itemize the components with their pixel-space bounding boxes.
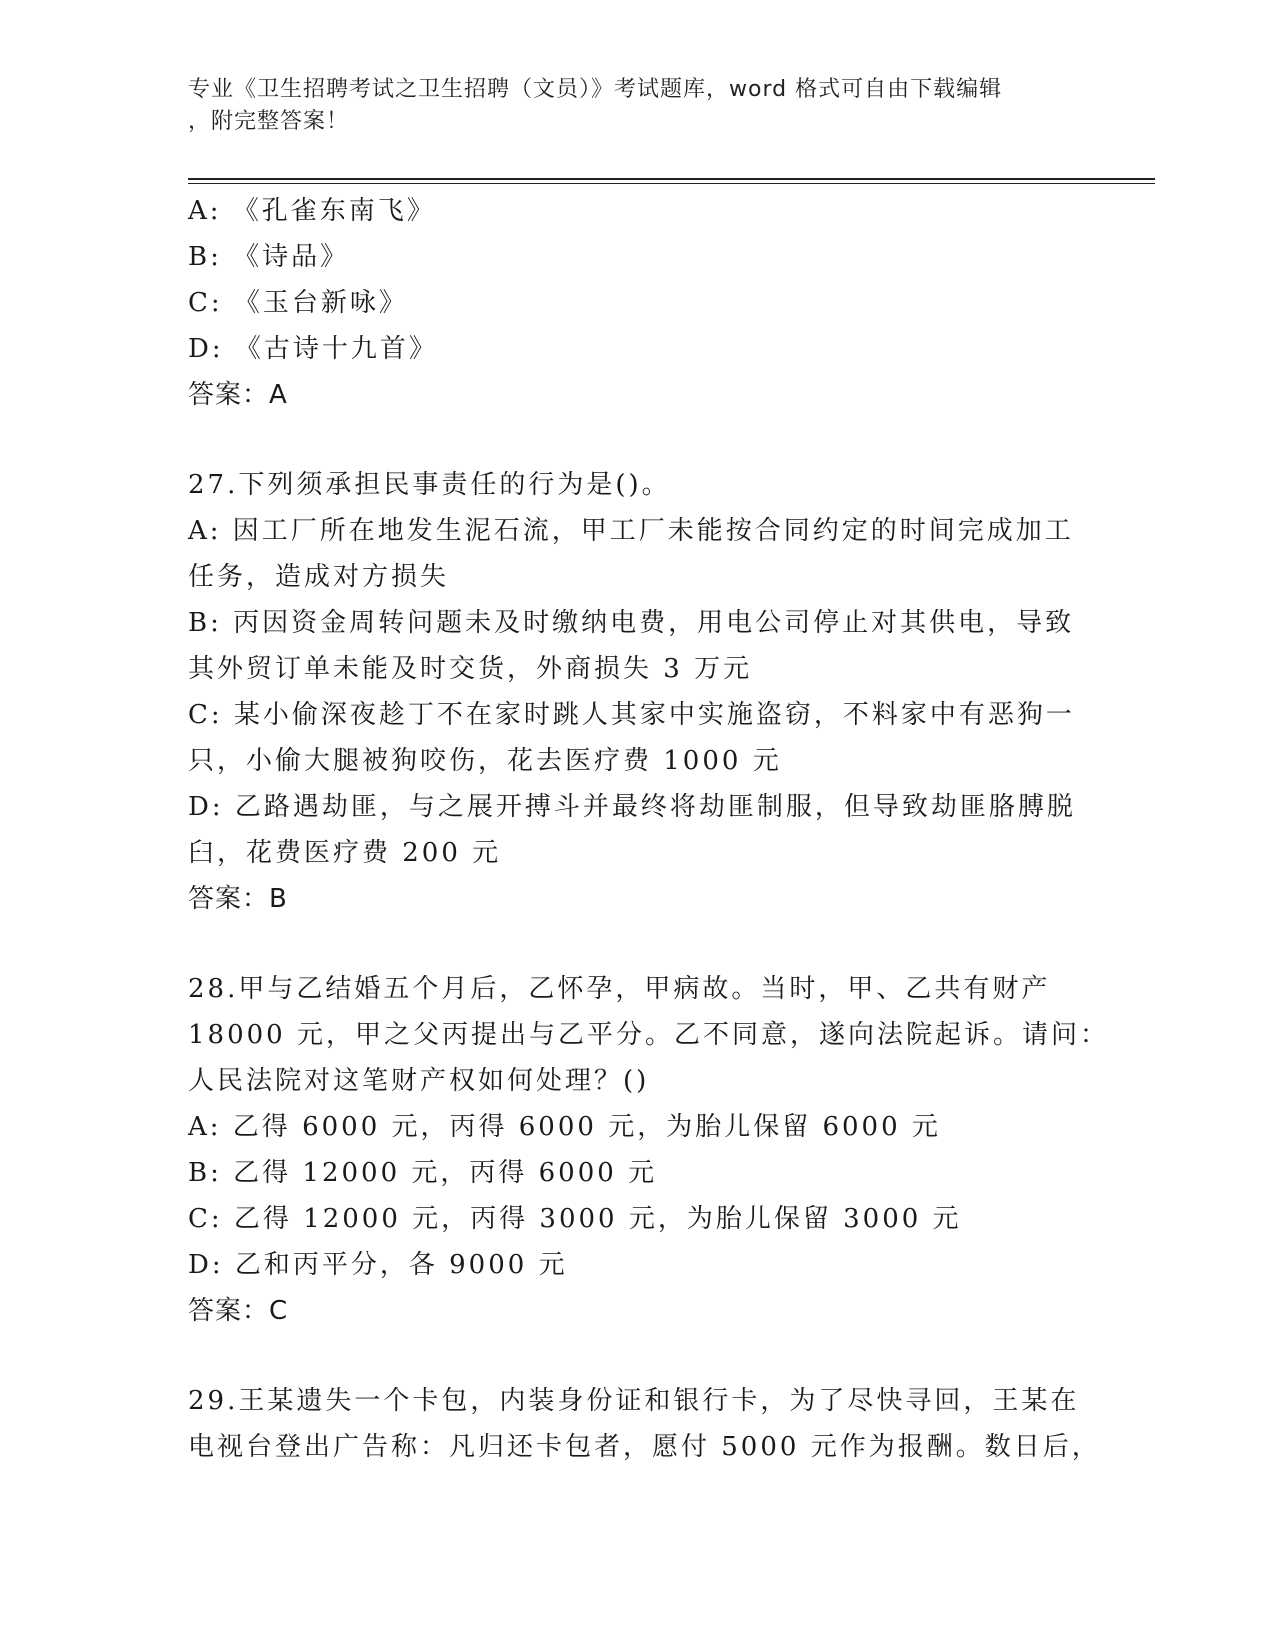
question-line: 28.甲与乙结婚五个月后，乙怀孕，甲病故。当时，甲、乙共有财产	[188, 974, 1051, 1004]
option-line: A: 乙得 6000 元，丙得 6000 元，为胎儿保留 6000 元	[188, 1112, 941, 1142]
option-line: 任务，造成对方损失	[188, 562, 450, 592]
question-line: 29.王某遗失一个卡包，内装身份证和银行卡，为了尽快寻回，王某在	[188, 1386, 1080, 1416]
question-line: 人民法院对这笔财产权如何处理？()	[188, 1066, 650, 1096]
document-body	[188, 188, 1109, 1470]
answer-line: 答案：A	[188, 380, 288, 410]
option-line: A: 《孔雀东南飞》	[188, 196, 436, 226]
option-line: A: 因工厂所在地发生泥石流，甲工厂未能按合同约定的时间完成加工	[188, 516, 1074, 546]
option-line: D: 《古诗十九首》	[188, 334, 438, 364]
header-rule-thick	[188, 178, 1155, 180]
option-line: 其外贸订单未能及时交货，外商损失 3 万元	[188, 654, 753, 684]
question-29	[188, 1378, 1101, 1470]
question-line: 电视台登出广告称：凡归还卡包者，愿付 5000 元作为报酬。数日后，	[188, 1432, 1101, 1462]
option-line: 臼，花费医疗费 200 元	[188, 838, 502, 868]
header-rule-thin	[188, 183, 1155, 184]
header-line-1: 专业《卫生招聘考试之卫生招聘（文员）》考试题库，word 格式可自由下载编辑	[188, 77, 1003, 102]
option-line: C: 《玉台新咏》	[188, 288, 408, 318]
option-line: B: 乙得 12000 元，丙得 6000 元	[188, 1158, 658, 1188]
header-line-2: ，附完整答案！	[188, 109, 350, 134]
question-27	[188, 462, 1088, 922]
option-line: D: 乙路遇劫匪，与之展开搏斗并最终将劫匪制服，但导致劫匪胳膊脱	[188, 792, 1076, 822]
option-line: B: 丙因资金周转问题未及时缴纳电费，用电公司停止对其供电，导致	[188, 608, 1075, 638]
question-line: 27.下列须承担民事责任的行为是()。	[188, 470, 671, 500]
option-line: C: 乙得 12000 元，丙得 3000 元，为胎儿保留 3000 元	[188, 1204, 962, 1234]
question-26	[188, 188, 1088, 418]
option-line: D: 乙和丙平分，各 9000 元	[188, 1250, 568, 1280]
document-header	[188, 74, 1078, 138]
answer-line: 答案：B	[188, 884, 288, 914]
option-line: C: 某小偷深夜趁丁不在家时跳人其家中实施盗窃，不料家中有恶狗一	[188, 700, 1075, 730]
question-28	[188, 966, 1109, 1334]
answer-line: 答案：C	[188, 1296, 289, 1326]
option-line: 只，小偷大腿被狗咬伤，花去医疗费 1000 元	[188, 746, 782, 776]
option-line: B: 《诗品》	[188, 242, 350, 272]
question-line: 18000 元，甲之父丙提出与乙平分。乙不同意，遂向法院起诉。请问：	[188, 1020, 1109, 1050]
